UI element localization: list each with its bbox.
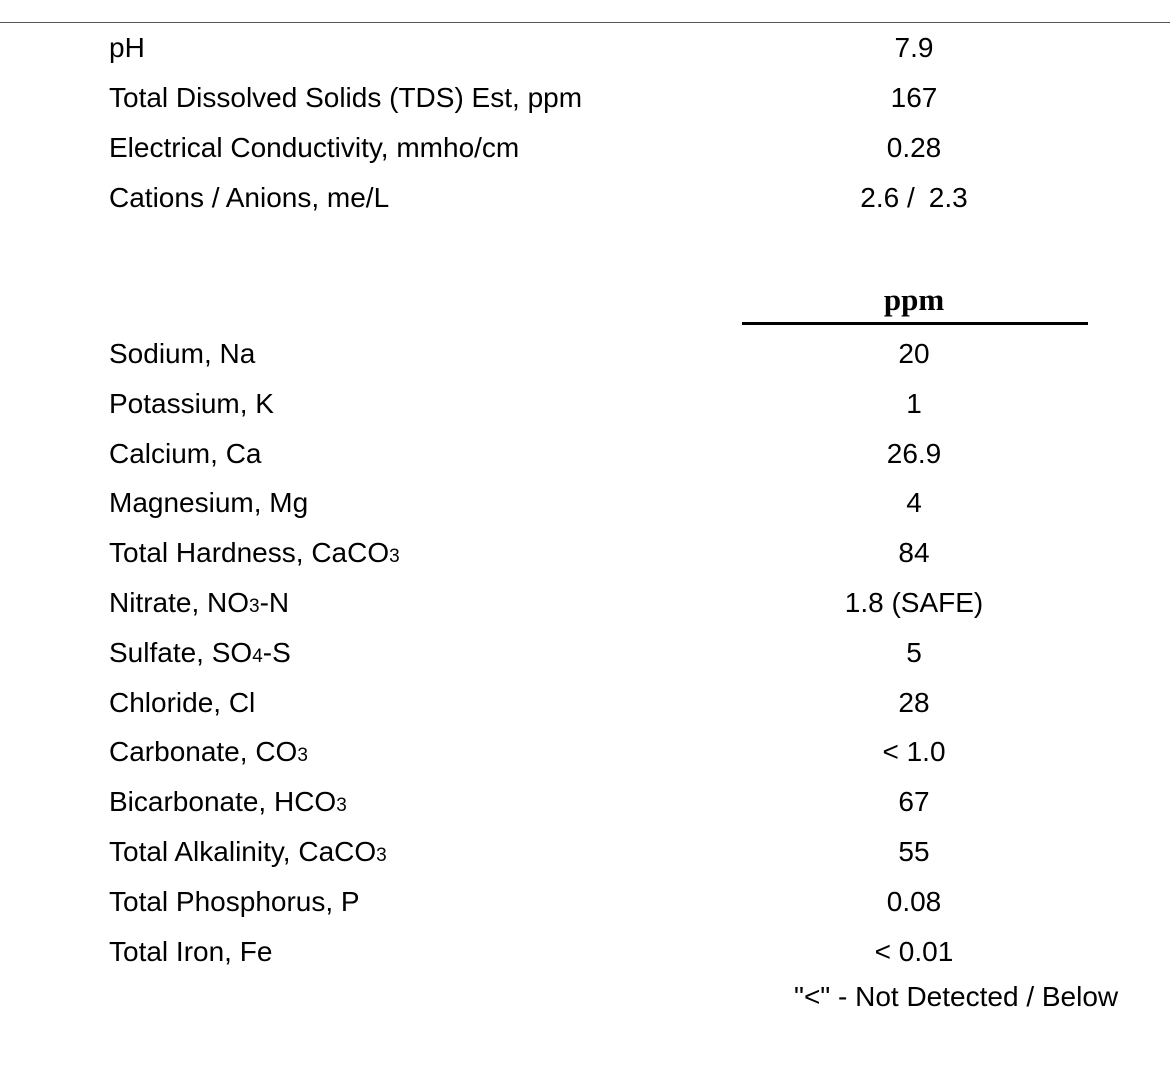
row-label — [109, 782, 347, 826]
row-value: 1.8 (SAFE) — [844, 587, 984, 618]
row-value: 67 — [898, 786, 930, 817]
row-conductivity — [0, 128, 1170, 168]
label-suffix: -S — [262, 637, 291, 668]
row-label: Magnesium, Mg — [109, 487, 309, 518]
label-suffix: -N — [259, 587, 290, 618]
label-subscript: 3 — [297, 745, 308, 766]
label-text: Carbonate, CO — [109, 736, 298, 767]
row-label — [109, 832, 387, 876]
row-label: Electrical Conductivity, mmho/cm — [109, 132, 520, 163]
row-nitrate — [0, 583, 1170, 623]
row-value: 26.9 — [886, 438, 942, 469]
row-total-alkalinity — [0, 832, 1170, 872]
row-carbonate — [0, 732, 1170, 772]
label-text: Nitrate, NO — [109, 587, 250, 618]
top-divider — [0, 22, 1170, 23]
row-value: 55 — [898, 836, 930, 867]
row-value: 167 — [890, 82, 938, 113]
row-value: 0.08 — [886, 886, 942, 917]
row-label — [109, 533, 400, 577]
row-value: < 0.01 — [874, 936, 954, 967]
row-value: 20 — [898, 338, 930, 369]
label-subscript: 3 — [336, 795, 347, 816]
label-text: Total Hardness, CaCO — [109, 537, 390, 568]
label-text: Bicarbonate, HCO — [109, 786, 337, 817]
row-label: pH — [109, 32, 145, 63]
row-label: Calcium, Ca — [109, 438, 262, 469]
label-subscript: 3 — [389, 546, 400, 567]
row-value: 5 — [906, 637, 922, 668]
label-subscript: 3 — [249, 596, 260, 617]
row-total-hardness — [0, 533, 1170, 573]
row-label: Total Dissolved Solids (TDS) Est, ppm — [109, 82, 583, 113]
row-label — [109, 583, 289, 627]
row-value — [744, 178, 1084, 218]
row-total-iron — [0, 932, 1170, 972]
row-label: Total Iron, Fe — [109, 936, 273, 967]
units-header: ppm — [883, 282, 945, 317]
row-value: 84 — [898, 537, 930, 568]
row-value: 7.9 — [894, 32, 934, 63]
row-calcium — [0, 434, 1170, 474]
row-value: 1 — [906, 388, 922, 419]
row-label — [109, 633, 291, 677]
units-underline — [742, 322, 1088, 325]
cations-value: 2.6 / — [860, 182, 915, 213]
row-value: < 1.0 — [882, 736, 946, 767]
row-total-phosphorus — [0, 882, 1170, 922]
label-text: Sulfate, SO — [109, 637, 253, 668]
row-magnesium — [0, 483, 1170, 523]
row-label: Total Phosphorus, P — [109, 886, 360, 917]
row-label: Sodium, Na — [109, 338, 256, 369]
row-chloride — [0, 683, 1170, 723]
row-value: 28 — [898, 687, 930, 718]
row-tds — [0, 78, 1170, 118]
row-sodium — [0, 334, 1170, 374]
row-potassium — [0, 384, 1170, 424]
row-bicarbonate — [0, 782, 1170, 822]
row-sulfate — [0, 633, 1170, 673]
row-cations-anions — [0, 178, 1170, 218]
row-value: 4 — [906, 487, 922, 518]
label-subscript: 4 — [252, 646, 263, 667]
row-value: 0.28 — [886, 132, 942, 163]
label-subscript: 3 — [376, 845, 387, 866]
label-text: Total Alkalinity, CaCO — [109, 836, 377, 867]
anions-value: 2.3 — [928, 182, 968, 213]
row-label — [109, 732, 308, 776]
footnote: "<" - Not Detected / Below — [794, 981, 1119, 1012]
row-ph — [0, 28, 1170, 68]
row-label: Potassium, K — [109, 388, 274, 419]
row-label: Chloride, Cl — [109, 687, 256, 718]
row-label: Cations / Anions, me/L — [109, 182, 390, 213]
